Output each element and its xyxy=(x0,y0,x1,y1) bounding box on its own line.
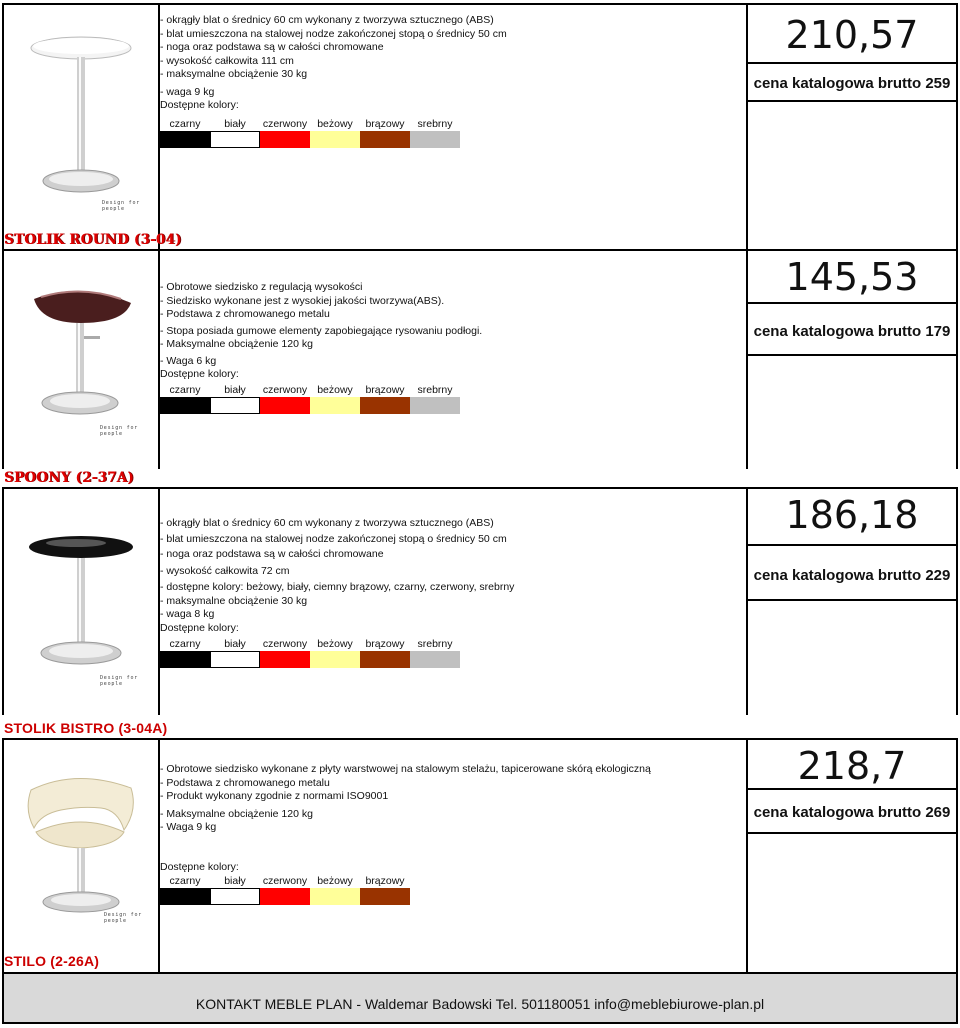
brand-logo: Design for people xyxy=(100,675,139,687)
swatch-silver xyxy=(410,651,460,668)
desc-line: - Obrotowe siedzisko z regulacją wysokości xyxy=(160,281,363,293)
swatch-silver xyxy=(410,397,460,414)
divider xyxy=(748,544,956,546)
color-name: srebrny xyxy=(417,384,453,396)
swatch-brown xyxy=(360,397,410,414)
color-name: czerwony xyxy=(262,118,308,130)
contact-footer xyxy=(2,972,958,1024)
color-name: beżowy xyxy=(317,118,353,130)
product-title: STILO (2-26A) xyxy=(4,953,100,969)
price-cell xyxy=(746,251,958,469)
divider xyxy=(748,354,956,356)
price: 210,57 xyxy=(785,13,919,57)
desc-line: - okrągły blat o średnicy 60 cm wykonany z tworzywa sztucznego (ABS) xyxy=(160,14,494,26)
table-image xyxy=(6,23,156,223)
swatch-beige xyxy=(310,397,360,414)
catalog-price: cena katalogowa brutto 269 xyxy=(753,804,951,821)
desc-line: - Siedzisko wykonane jest z wysokiej jakości tworzywa(ABS). xyxy=(160,294,445,307)
swatch-silver xyxy=(410,131,460,148)
divider xyxy=(748,62,956,64)
color-swatches xyxy=(160,637,746,668)
colors-label: Dostępne kolory: xyxy=(160,99,239,111)
swatch-red xyxy=(260,888,310,905)
catalog-price: cena katalogowa brutto 179 xyxy=(753,323,951,340)
product-image-cell xyxy=(2,3,160,249)
swatch-white xyxy=(210,131,260,148)
brand-logo: Design for people xyxy=(100,425,139,437)
desc-line: - Stopa posiada gumowe elementy zapobiegające rysowaniu podłogi. xyxy=(160,324,483,337)
product-description xyxy=(160,281,746,414)
product-description xyxy=(160,14,746,148)
color-name: brązowy xyxy=(365,118,405,130)
product-title: STOLIK ROUND (3-04) xyxy=(4,232,182,248)
color-name: czarny xyxy=(169,384,201,396)
desc-line: - maksymalne obciążenie 30 kg xyxy=(160,594,308,607)
swatch-red xyxy=(260,397,310,414)
color-name: srebrny xyxy=(417,637,453,650)
swatch-brown xyxy=(360,131,410,148)
divider xyxy=(748,832,956,834)
color-swatches xyxy=(160,874,746,905)
desc-line: - okrągły blat o średnicy 60 cm wykonany z tworzywa sztucznego (ABS) xyxy=(160,517,494,529)
divider xyxy=(748,100,956,102)
product-title: SPOONY (2-37A) xyxy=(4,470,134,486)
desc-line: - Podstawa z chromowanego metalu xyxy=(160,308,330,320)
desc-line: - Obrotowe siedzisko wykonane z płyty warstwowej na stalowym stelażu, tapicerowane skórą ekologiczną xyxy=(160,763,651,775)
color-swatches xyxy=(160,117,746,148)
desc-line: - noga oraz podstawa są w całości chromowane xyxy=(160,548,384,560)
desc-line: - Produkt wykonany zgodnie z normami ISO9001 xyxy=(160,790,389,802)
swatch-white xyxy=(210,888,260,905)
divider xyxy=(748,302,956,304)
desc-line: - blat umieszczona na stalowej nodze zakończonej stopą o średnicy 50 cm xyxy=(160,532,507,545)
color-name: beżowy xyxy=(317,384,353,396)
product-image-cell xyxy=(2,740,160,972)
color-name: brązowy xyxy=(365,384,405,396)
price: 218,7 xyxy=(797,744,907,788)
colors-label: Dostępne kolory: xyxy=(160,860,239,873)
swatch-beige xyxy=(310,888,360,905)
desc-line: - noga oraz podstawa są w całości chromowane xyxy=(160,41,384,53)
price-cell xyxy=(746,489,958,715)
swatch-white xyxy=(210,397,260,414)
desc-line: - blat umieszczona na stalowej nodze zakończonej stopą o średnicy 50 cm xyxy=(160,27,507,40)
color-name: srebrny xyxy=(417,118,453,130)
swatch-black xyxy=(160,131,210,148)
desc-line: - dostępne kolory: beżowy, biały, ciemny brązowy, czarny, czerwony, srebrny xyxy=(160,581,515,593)
brand-logo: Design for people xyxy=(104,912,143,924)
divider xyxy=(748,599,956,601)
product-description xyxy=(160,517,746,668)
brand-logo: Design for people xyxy=(102,200,141,212)
color-name: brązowy xyxy=(365,637,405,650)
swatch-black xyxy=(160,888,210,905)
color-name: biały xyxy=(224,637,246,650)
color-name: czarny xyxy=(169,874,201,887)
price: 145,53 xyxy=(785,255,919,299)
product-image-cell xyxy=(2,251,160,469)
swatch-brown xyxy=(360,888,410,905)
color-name: czerwony xyxy=(262,637,308,650)
swatch-beige xyxy=(310,131,360,148)
colors-label: Dostępne kolory: xyxy=(160,368,239,380)
desc-line: - maksymalne obciążenie 30 kg xyxy=(160,68,308,80)
color-name: czerwony xyxy=(262,384,308,396)
product-description xyxy=(160,763,746,905)
color-name: beżowy xyxy=(317,637,353,650)
desc-line: - Maksymalne obciążenie 120 kg xyxy=(160,807,313,820)
color-name: beżowy xyxy=(317,874,353,887)
swatch-black xyxy=(160,397,210,414)
swatch-red xyxy=(260,651,310,668)
color-swatches xyxy=(160,383,746,414)
price-cell xyxy=(746,740,958,972)
desc-line: - Maksymalne obciążenie 120 kg xyxy=(160,338,313,350)
color-name: czarny xyxy=(169,118,201,130)
catalog-price: cena katalogowa brutto 229 xyxy=(753,567,951,584)
colors-label: Dostępne kolory: xyxy=(160,621,239,634)
contact-text: KONTAKT MEBLE PLAN - Waldemar Badowski Tel. 501180051 info@meblebiurowe-plan.pl xyxy=(195,996,765,1012)
swatch-red xyxy=(260,131,310,148)
color-name: brązowy xyxy=(365,874,405,887)
color-name: biały xyxy=(224,118,246,130)
desc-line: - wysokość całkowita 111 cm xyxy=(160,54,294,67)
price: 186,18 xyxy=(785,493,919,537)
desc-line: - waga 9 kg xyxy=(160,85,215,98)
product-image-cell xyxy=(2,489,160,715)
swatch-beige xyxy=(310,651,360,668)
color-name: czerwony xyxy=(262,874,308,887)
price-cell xyxy=(746,3,958,249)
swatch-black xyxy=(160,651,210,668)
desc-line: - Waga 6 kg xyxy=(160,354,217,367)
color-name: biały xyxy=(224,874,246,887)
desc-line: - Podstawa z chromowanego metalu xyxy=(160,776,330,789)
desc-line: - wysokość całkowita 72 cm xyxy=(160,564,290,577)
swatch-white xyxy=(210,651,260,668)
desc-line: - Waga 9 kg xyxy=(160,821,217,833)
desc-line: - waga 8 kg xyxy=(160,608,215,620)
color-name: czarny xyxy=(169,637,201,650)
product-title: STOLIK BISTRO (3-04A) xyxy=(4,720,168,736)
divider xyxy=(748,788,956,790)
catalog-price: cena katalogowa brutto 259 xyxy=(753,75,951,92)
color-name: biały xyxy=(224,384,246,396)
swatch-brown xyxy=(360,651,410,668)
